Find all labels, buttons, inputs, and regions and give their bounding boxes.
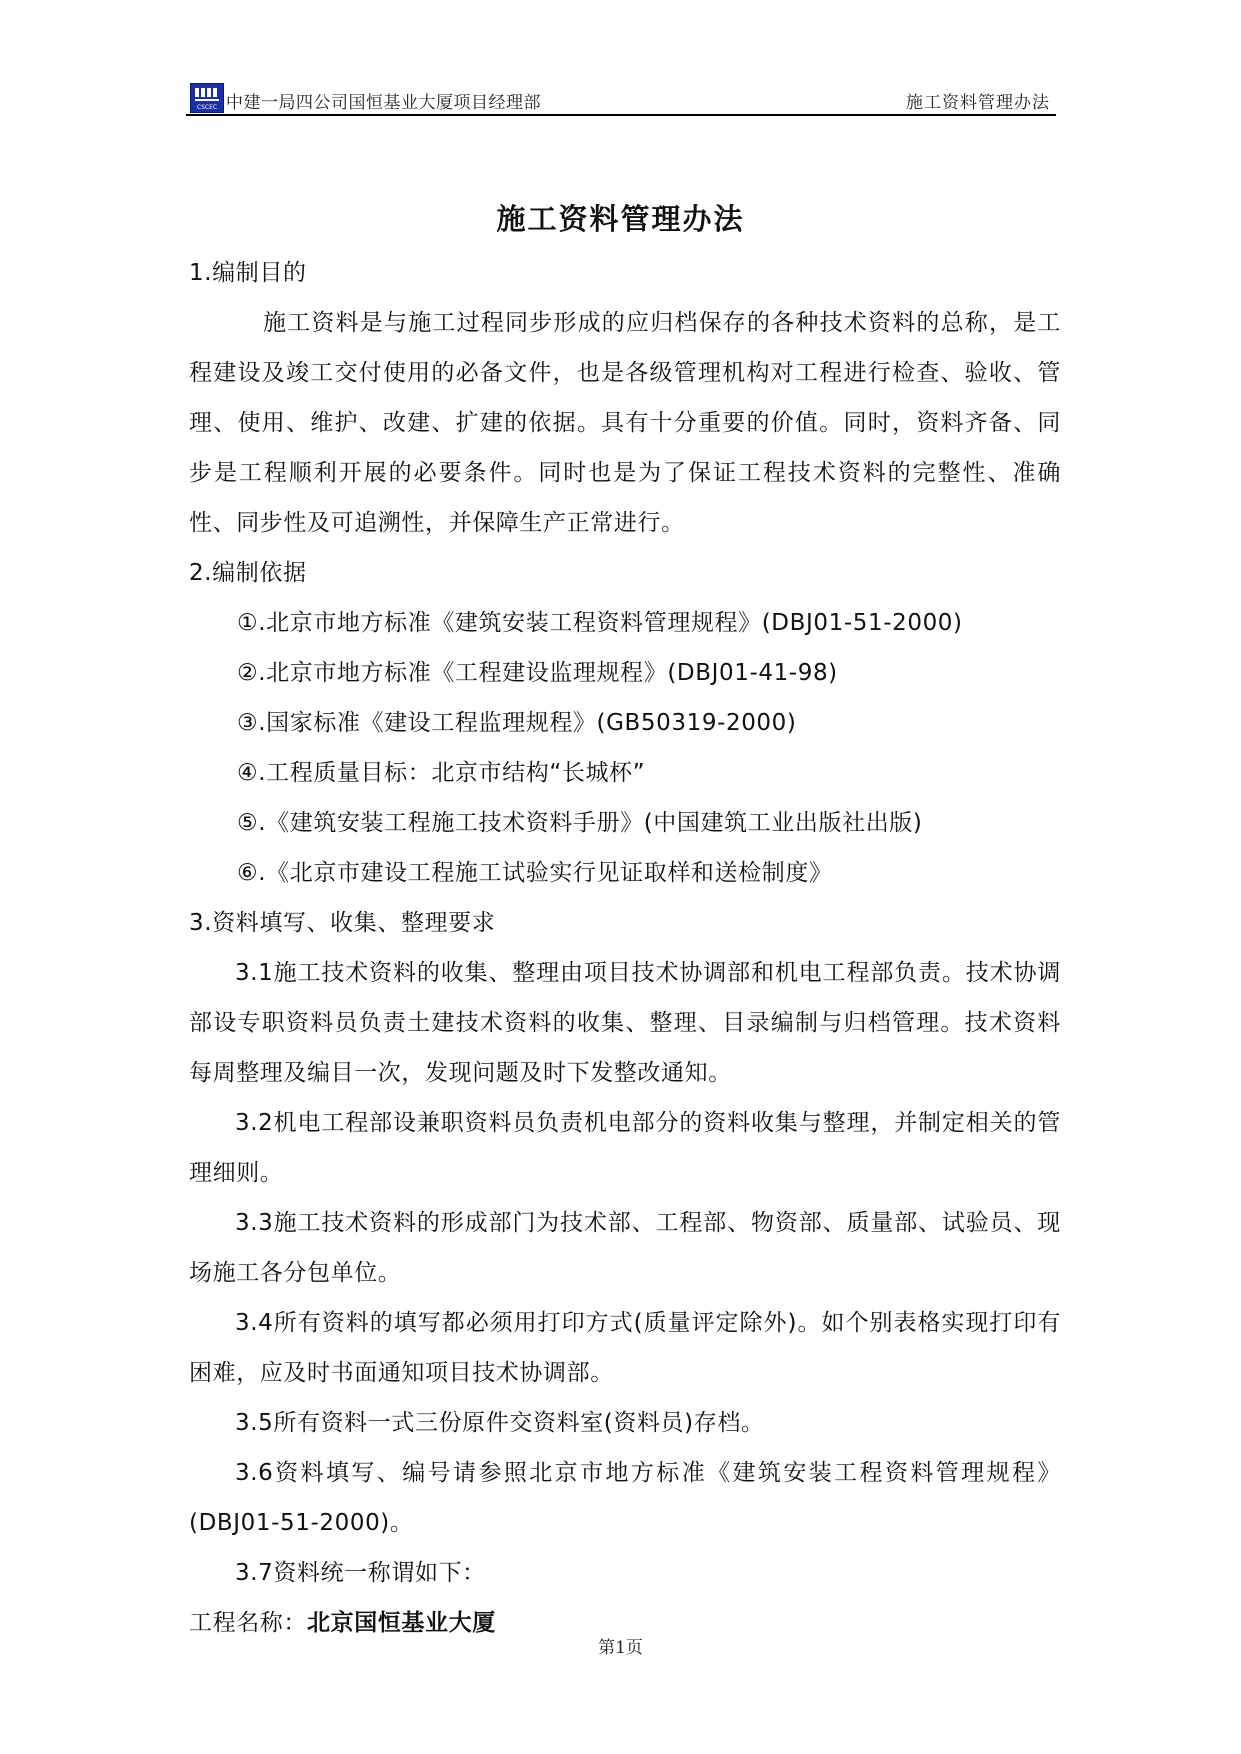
cscec-logo-icon	[192, 85, 222, 111]
document-body	[189, 248, 1061, 1648]
company-logo	[190, 83, 224, 113]
requirement-item: 3.4所有资料的填写都必须用打印方式(质量评定除外)。如个别表格实现打印有困难，应及时书面通知项目技术协调部。	[189, 1310, 1061, 1386]
requirement-item: 3.6资料填写、编号请参照北京市地方标准《建筑安装工程资料管理规程》(DBJ01-51-2000)。	[189, 1460, 1061, 1536]
reference-item: ⑤.《建筑安装工程施工技术资料手册》(中国建筑工业出版社出版)	[237, 810, 923, 836]
project-name-label: 工程名称：	[189, 1610, 307, 1636]
requirement-item: 3.2机电工程部设兼职资料员负责机电部分的资料收集与整理，并制定相关的管理细则。	[189, 1110, 1061, 1186]
requirement-item: 3.1施工技术资料的收集、整理由项目技术协调部和机电工程部负责。技术协调部设专职资料员负责土建技术资料的收集、整理、目录编制与归档管理。技术资料每周整理及编目一次，发现问题及时下发整改通知。	[189, 960, 1061, 1086]
project-name-value: 北京国恒基业大厦	[307, 1610, 496, 1636]
reference-item: ②.北京市地方标准《工程建设监理规程》(DBJ01-41-98)	[237, 660, 838, 686]
body-paragraph: 施工资料是与施工过程同步形成的应归档保存的各种技术资料的总称，是工程建设及竣工交付使用的必备文件，也是各级管理机构对工程进行检查、验收、管理、使用、维护、改建、扩建的依据。具有十分重要的价值。同时，资料齐备、同步是工程顺利开展的必要条件。同时也是为了保证工程技术资料的完整性、准确性、同步性及可追溯性，并保障生产正常进行。	[189, 310, 1061, 536]
svg-text:CSCEC: CSCEC	[196, 104, 218, 111]
page-number: 第1页	[598, 1638, 643, 1658]
requirement-item: 3.5所有资料一式三份原件交资料室(资料员)存档。	[235, 1410, 765, 1436]
organization-name: 中建一局四公司国恒基业大厦项目经理部	[226, 93, 541, 113]
page-header	[186, 84, 1056, 116]
page-title: 施工资料管理办法	[496, 202, 745, 236]
header-document-name: 施工资料管理办法	[906, 93, 1050, 113]
section-heading: 3.资料填写、收集、整理要求	[189, 910, 496, 936]
requirement-item: 3.7资料统一称谓如下：	[235, 1560, 486, 1586]
reference-item: ①.北京市地方标准《建筑安装工程资料管理规程》(DBJ01-51-2000)	[237, 610, 963, 636]
section-heading: 1.编制目的	[189, 260, 307, 286]
section-heading: 2.编制依据	[189, 560, 307, 586]
reference-item: ③.国家标准《建设工程监理规程》(GB50319-2000)	[237, 710, 797, 736]
reference-item: ⑥.《北京市建设工程施工试验实行见证取样和送检制度》	[237, 860, 833, 886]
reference-item: ④.工程质量目标：北京市结构“长城杯”	[237, 760, 646, 786]
requirement-item: 3.3施工技术资料的形成部门为技术部、工程部、物资部、质量部、试验员、现场施工各分包单位。	[189, 1210, 1061, 1286]
